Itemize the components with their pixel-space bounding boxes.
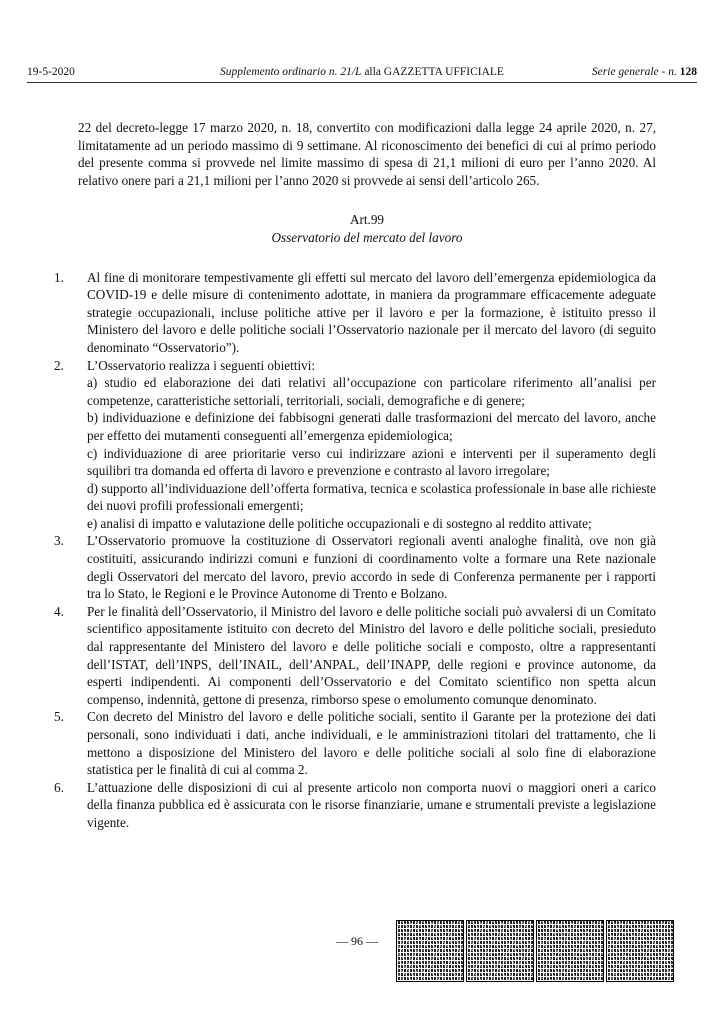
paragraph-text: L’Osservatorio promuove la costituzione di Osservatori regionali aventi analoghe finalità, ove non già costituiti, assicurando indirizzi comuni e funzioni di coordinamento volte a formare una Rete nazionale degli Osservatori del mercato del lavoro, previo accordo in sede di Conferenza permanente per i rapporti tra lo Stato, le Regioni e le Province Autonome di Trento e Bolzano. xyxy=(87,533,656,602)
paragraph-5 xyxy=(54,708,656,778)
paragraph-number: 1. xyxy=(54,269,64,285)
objective-a: a) studio ed elaborazione dei dati relativi all’occupazione con particolare riferimento all’analisi per competenze, caratteristiche settoriali, territoriali, sociali, demografiche e di genere; xyxy=(87,375,656,408)
paragraph-4 xyxy=(54,603,656,709)
paragraph-6 xyxy=(54,779,656,832)
barcode-4 xyxy=(606,920,674,982)
barcode-3 xyxy=(536,920,604,982)
paragraph-number: 3. xyxy=(54,533,64,549)
paragraph-number: 6. xyxy=(54,779,64,795)
objective-d: d) supporto all’individuazione dell’offerta formativa, tecnica e scolastica professionale in base alle richieste dei nuovi profili professionali emergenti; xyxy=(87,480,656,514)
paragraph-1 xyxy=(54,269,656,357)
paragraph-text: Per le finalità dell’Osservatorio, il Ministro del lavoro e delle politiche sociali può avvalersi di un Comitato scientifico appositamente istituito con decreto del Ministro del lavoro e delle politiche sociali, presieduto dal rappresentante del Ministero del lavoro e delle politiche sociali e composto, oltre a rappresentanti dell’ISTAT, dell’INPS, dell’INAIL, dell’ANPAL, dell’INAPP, delle regioni e province autonome, da esperti indipendenti. Ai componenti dell’Osservatorio e del Comitato scientifico non spetta alcun compenso, indennità, gettone di presenza, rimborso spese o emolumento comunque denominato. xyxy=(87,603,656,707)
objective-c: c) individuazione di aree prioritarie verso cui indirizzare azioni e interventi per il superamento degli squilibri tra domanda ed offerta di lavoro e prevenzione e contrasto al lavoro irregolare; xyxy=(87,445,656,479)
page-number: — 96 — xyxy=(336,934,378,948)
objective-b: b) individuazione e definizione dei fabbisogni generati dalle trasformazioni del mercato del lavoro, anche per effetto dei mutamenti conseguenti all’emergenza epidemiologica; xyxy=(87,410,656,443)
paragraph-3 xyxy=(54,532,656,602)
paragraph-2 xyxy=(54,357,656,533)
article-subtitle: Osservatorio del mercato del lavoro xyxy=(271,229,463,245)
page-header xyxy=(27,64,697,83)
objectives-list xyxy=(87,374,656,532)
barcode-1 xyxy=(396,920,464,982)
paragraph-number: 5. xyxy=(54,709,64,725)
paragraph-text: Al fine di monitorare tempestivamente gli effetti sul mercato del lavoro dell’emergenza epidemiologica da COVID-19 e delle misure di contenimento adottate, in maniera da programmare efficacemente adeguate strategie occupazionali, incluse politiche attive per il lavoro e per la formazione, è istituito presso il Ministero del lavoro e delle politiche sociali l’Osservatorio nazionale per il mercato del lavoro (di seguito denominato “Osservatorio”). xyxy=(87,269,656,355)
header-series xyxy=(592,66,697,78)
header-gazette: alla GAZZETTA UFFICIALE xyxy=(361,66,504,78)
article-paragraphs xyxy=(54,269,656,832)
header-supplement: Supplemento ordinario n. 21/L xyxy=(220,66,362,78)
paragraph-number: 4. xyxy=(54,603,64,619)
paragraph-text: L’attuazione delle disposizioni di cui al presente articolo non comporta nuovi o maggiori oneri a carico della finanza pubblica ed è assicurata con le risorse finanziarie, umane e strumentali previste a legislazione vigente. xyxy=(87,779,656,830)
intro-paragraph: 22 del decreto-legge 17 marzo 2020, n. 18, convertito con modificazioni dalla legge 24 aprile 2020, n. 27, limitatamente ad un periodo massimo di 9 settimane. Al riconoscimento dei benefici di cui al primo periodo del presente comma si provvede nel limite massimo di spesa di 21,1 milioni di euro per l’anno 2020. Al relativo onere pari a 21,1 milioni per l’anno 2020 si provvede ai sensi dell’articolo 265. xyxy=(78,120,656,188)
barcode-2 xyxy=(466,920,534,982)
document-body xyxy=(54,119,656,832)
header-series-label: Serie generale - n. xyxy=(591,66,680,78)
paragraph-text: L’Osservatorio realizza i seguenti obiettivi: xyxy=(87,357,316,373)
header-date: 19-5-2020 xyxy=(27,66,75,78)
paragraph-text: Con decreto del Ministro del lavoro e delle politiche sociali, sentito il Garante per la protezione dei dati personali, sono individuati i dati, anche individuali, e le amministrazioni titolari del trattamento, che li mettono a disposizione del Ministero del lavoro e delle politiche sociali al solo fine di elaborazione statistica per le finalità di cui al comma 2. xyxy=(87,709,656,778)
article-title: Art.99 xyxy=(349,212,385,228)
paragraph-number: 2. xyxy=(54,357,64,373)
header-series-number: 128 xyxy=(679,66,697,78)
objective-e: e) analisi di impatto e valutazione delle politiche occupazionali e di sostegno al reddito attivate; xyxy=(87,515,592,531)
